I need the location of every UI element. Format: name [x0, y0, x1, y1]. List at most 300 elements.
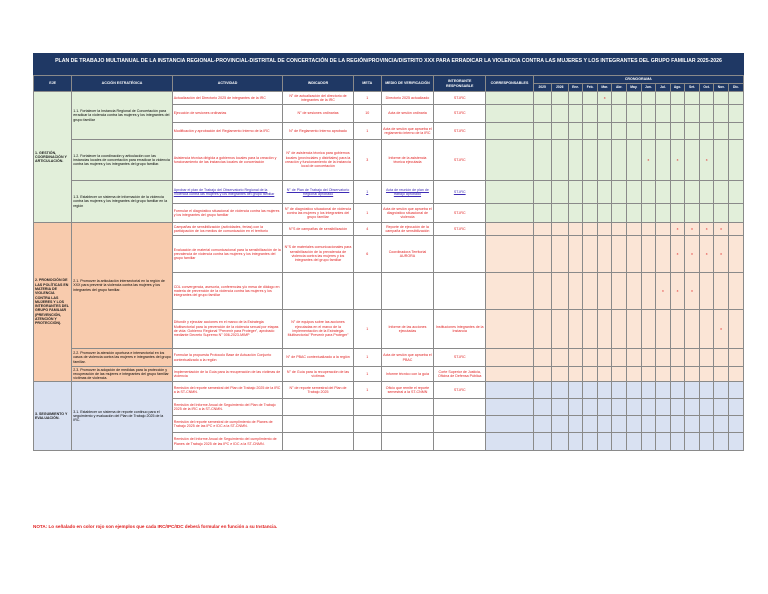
accion-cell: 3.1. Establecer un sistema de reporte continuo para el seguimiento y evaluación del Plan de Trabajo 2025 de la IRC. — [72, 382, 173, 451]
responsable-cell: Corte Superior de Justicia, Oficina de Defensa Pública — [434, 367, 486, 382]
meta-cell — [353, 273, 381, 310]
actividad-cell: Formular el diagnóstico situacional de violencia contra las mujeres y los integrantes del grupo familiar — [172, 204, 283, 223]
month-cell — [568, 367, 583, 382]
month-cell — [597, 181, 612, 204]
medio-cell: Informe de las acciones ejecutadas — [381, 310, 433, 349]
responsable-cell: ST-IRC — [434, 105, 486, 123]
month-cell — [641, 382, 656, 399]
month-cell — [714, 140, 729, 181]
month-mark: x — [685, 236, 700, 273]
month-cell — [728, 367, 743, 382]
month-cell — [568, 223, 583, 236]
year-2026-cell — [551, 416, 568, 433]
month-cell — [699, 181, 714, 204]
corresponsables-cell — [486, 223, 533, 236]
month-cell — [685, 416, 700, 433]
month-mark: x — [714, 223, 729, 236]
month-cell — [627, 123, 642, 140]
month-cell — [714, 181, 729, 204]
year-2025-cell — [533, 123, 551, 140]
header-month: Dic. — [728, 84, 743, 92]
month-cell — [670, 181, 685, 204]
accion-cell: 1.2. Fortalecer la coordinación y articulación con las instancias locales de concertación para erradicar la violencia contra las mujeres y los integrantes del grupo familiar. — [72, 140, 173, 181]
month-cell — [699, 416, 714, 433]
month-cell — [597, 105, 612, 123]
meta-cell: 3 — [353, 140, 381, 181]
sheet-title: PLAN DE TRABAJO MULTIANUAL DE LA INSTANCIA REGIONAL-PROVINCIAL-DISTRITAL DE CONCERTACIÓN DE LA REGIÓN/PROVINCIA/DISTRITO XXX PARA ERRADICAR LA VIOLENCIA CONTRA LAS MUJERES Y LOS INTEGRANTES DEL GRUPO FAMILIAR 2025-2026 — [33, 53, 744, 75]
table-row — [34, 382, 744, 399]
responsable-cell: Instituciones integrantes de la Instancia — [434, 310, 486, 349]
actividad-cell: CDL convergencia, asesoría, conferencias y/o mesa de diálogo en materia de prevención de la violencia contra las mujeres y los integrantes del grupo familiar — [172, 273, 283, 310]
medio-cell: Reporte de ejecución de la campaña de sensibilización — [381, 223, 433, 236]
month-cell — [714, 382, 729, 399]
month-cell — [597, 223, 612, 236]
month-cell — [612, 223, 627, 236]
corresponsables-cell — [486, 236, 533, 273]
month-cell — [714, 204, 729, 223]
month-cell — [612, 416, 627, 433]
month-cell — [641, 204, 656, 223]
month-cell — [656, 399, 671, 416]
responsable-cell: ST-IRC — [434, 349, 486, 367]
month-cell — [699, 273, 714, 310]
month-cell — [670, 204, 685, 223]
year-2025-cell — [533, 310, 551, 349]
header-month: Abr. — [612, 84, 627, 92]
year-2025-cell — [533, 433, 551, 451]
month-cell — [612, 349, 627, 367]
month-mark: x — [685, 223, 700, 236]
corresponsables-cell — [486, 382, 533, 399]
medio-cell: Acta de sesión que aprueba el diagnóstico situacional de violencia — [381, 204, 433, 223]
year-2026-cell — [551, 181, 568, 204]
responsable-cell: ST-IRC — [434, 204, 486, 223]
month-cell — [670, 399, 685, 416]
month-cell — [670, 433, 685, 451]
year-2026-cell — [551, 433, 568, 451]
header-month: May. — [627, 84, 642, 92]
month-cell — [728, 181, 743, 204]
month-cell — [583, 140, 598, 181]
month-cell — [699, 123, 714, 140]
month-cell — [568, 310, 583, 349]
year-2026-cell — [551, 123, 568, 140]
header-corresponsables: CORRESPONSABLES — [486, 76, 533, 92]
table-row — [34, 223, 744, 236]
indicador-cell: N° de diagnóstico situacional de violencia contra las mujeres y los integrantes del grupo familiar — [283, 204, 353, 223]
actividad-cell: Remisión del Informe Anual de Seguimiento del Plan de Trabajo 2025 de la IRC a la ST-CNMN. — [172, 399, 283, 416]
year-2025-cell — [533, 204, 551, 223]
month-cell — [656, 204, 671, 223]
month-mark: x — [670, 236, 685, 273]
corresponsables-cell — [486, 105, 533, 123]
actividad-cell: Implementación de la Guía para la recuperación de las víctimas de violencia — [172, 367, 283, 382]
month-cell — [641, 92, 656, 105]
indicador-cell — [283, 399, 353, 416]
month-cell — [612, 236, 627, 273]
month-cell — [597, 204, 612, 223]
month-cell — [699, 349, 714, 367]
year-2025-cell — [533, 399, 551, 416]
medio-cell — [381, 433, 433, 451]
month-cell — [597, 399, 612, 416]
month-mark: x — [656, 273, 671, 310]
month-cell — [641, 433, 656, 451]
month-cell — [568, 273, 583, 310]
month-cell — [597, 433, 612, 451]
year-2026-cell — [551, 399, 568, 416]
month-cell — [641, 273, 656, 310]
month-cell — [583, 92, 598, 105]
month-cell — [597, 310, 612, 349]
month-cell — [583, 367, 598, 382]
table-row — [34, 181, 744, 204]
responsable-cell: ST-IRC — [434, 382, 486, 399]
corresponsables-cell — [486, 181, 533, 204]
header-2025: 2025 — [533, 84, 551, 92]
year-2026-cell — [551, 223, 568, 236]
meta-cell — [353, 416, 381, 433]
month-cell — [612, 105, 627, 123]
month-cell — [612, 204, 627, 223]
indicador-cell: N° de reporte semestral del Plan de Trabajo 2025 — [283, 382, 353, 399]
table-row — [34, 349, 744, 367]
month-cell — [627, 236, 642, 273]
month-cell — [670, 123, 685, 140]
month-cell — [714, 105, 729, 123]
month-cell — [583, 382, 598, 399]
year-2025-cell — [533, 236, 551, 273]
responsable-cell — [434, 273, 486, 310]
month-cell — [597, 367, 612, 382]
responsable-cell — [434, 399, 486, 416]
month-cell — [685, 123, 700, 140]
responsable-cell: ST-IRC — [434, 123, 486, 140]
actividad-cell: Modificación y aprobación del Reglamento Interno de la IRC — [172, 123, 283, 140]
medio-cell: Acta de sesión que aprueba el PBAC — [381, 349, 433, 367]
corresponsables-cell — [486, 367, 533, 382]
indicador-cell: N° de Guía para la recuperación de las víctimas — [283, 367, 353, 382]
accion-cell: 2.1. Promover la articulación intersectorial en la región de XXX para prevenir la violencia contra las mujeres y los integrantes del grupo familiar. — [72, 223, 173, 349]
year-2025-cell — [533, 181, 551, 204]
year-2025-cell — [533, 105, 551, 123]
month-cell — [612, 92, 627, 105]
month-cell — [699, 92, 714, 105]
month-cell — [568, 92, 583, 105]
corresponsables-cell — [486, 399, 533, 416]
table-row — [34, 367, 744, 382]
month-cell — [728, 223, 743, 236]
indicador-cell: N° de asistencia técnica para gobiernos locales (provinciales y distritales) para la creación y funcionamiento de la instancia local de concertación — [283, 140, 353, 181]
year-2026-cell — [551, 105, 568, 123]
month-cell — [670, 416, 685, 433]
header-month: Ene. — [568, 84, 583, 92]
month-cell — [670, 92, 685, 105]
month-cell — [641, 105, 656, 123]
responsable-cell: ST-IRC — [434, 181, 486, 204]
month-cell — [627, 433, 642, 451]
indicador-cell — [283, 433, 353, 451]
month-mark: x — [670, 273, 685, 310]
indicador-cell: N° de Plan de Trabajo del Observatorio Regional aprobado — [283, 181, 353, 204]
month-cell — [656, 382, 671, 399]
year-2026-cell — [551, 92, 568, 105]
corresponsables-cell — [486, 140, 533, 181]
month-cell — [656, 92, 671, 105]
year-2026-cell — [551, 367, 568, 382]
month-cell — [612, 367, 627, 382]
medio-cell — [381, 273, 433, 310]
header-2026: 2026 — [551, 84, 568, 92]
corresponsables-cell — [486, 123, 533, 140]
month-cell — [641, 310, 656, 349]
header-month: Feb. — [583, 84, 598, 92]
actividad-cell: Formular la propuesta Protocolo Base de Actuación Conjunto contextualizado a la región — [172, 349, 283, 367]
month-cell — [728, 140, 743, 181]
month-cell — [714, 273, 729, 310]
header-eje: EJE — [34, 76, 72, 92]
month-mark: x — [670, 140, 685, 181]
month-cell — [568, 349, 583, 367]
table-row — [34, 92, 744, 105]
responsable-cell: ST-IRC — [434, 92, 486, 105]
month-cell — [714, 349, 729, 367]
corresponsables-cell — [486, 349, 533, 367]
month-cell — [568, 204, 583, 223]
indicador-cell: N°S de campañas de sensibilización — [283, 223, 353, 236]
month-cell — [597, 349, 612, 367]
header-month: Jul. — [656, 84, 671, 92]
month-cell — [728, 349, 743, 367]
actividad-cell: Ejecución de sesiones ordinarias — [172, 105, 283, 123]
month-cell — [627, 382, 642, 399]
month-cell — [568, 399, 583, 416]
actividad-cell: Campañas de sensibilización (actividades, ferias) con la participación de los medios de comunicación en el territorio — [172, 223, 283, 236]
eje-cell: 1. GESTIÓN, COORDINACIÓN Y ARTICULACIÓN. — [34, 92, 72, 223]
month-cell — [656, 367, 671, 382]
month-cell — [641, 123, 656, 140]
header-month: Mar. — [597, 84, 612, 92]
accion-cell: 1.1. Fortalecer la Instancia Regional de Concertación para erradicar la violencia contra las mujeres y los integrantes del grupo familiar — [72, 92, 173, 140]
month-cell — [583, 399, 598, 416]
month-cell — [641, 416, 656, 433]
month-cell — [670, 349, 685, 367]
month-cell — [656, 181, 671, 204]
month-cell — [728, 92, 743, 105]
plan-table — [33, 75, 744, 451]
year-2026-cell — [551, 310, 568, 349]
corresponsables-cell — [486, 204, 533, 223]
year-2026-cell — [551, 382, 568, 399]
eje-cell: 2. PROMOCIÓN DE LAS POLÍTICAS EN MATERIA DE VIOLENCIA CONTRA LAS MUJERES Y LOS INTEGRANTES DEL GRUPO FAMILIAR (PREVENCIÓN, ATENCIÓN Y PROTECCIÓN). — [34, 223, 72, 382]
medio-cell: Acta de reunión de plan de trabajo aprobado — [381, 181, 433, 204]
month-cell — [728, 433, 743, 451]
corresponsables-cell — [486, 310, 533, 349]
year-2025-cell — [533, 223, 551, 236]
month-cell — [583, 310, 598, 349]
meta-cell: 1 — [353, 204, 381, 223]
month-cell — [670, 105, 685, 123]
month-cell — [583, 123, 598, 140]
month-cell — [568, 416, 583, 433]
corresponsables-cell — [486, 433, 533, 451]
month-cell — [612, 273, 627, 310]
actividad-cell: Evaluación de material comunicacional para la sensibilización de la prevalencia de violencia contra las mujeres y los integrantes del grupo familiar — [172, 236, 283, 273]
eje-cell: 3. SEGUIMIENTO Y EVALUACIÓN. — [34, 382, 72, 451]
meta-cell: 1 — [353, 123, 381, 140]
actividad-cell: Actualización del Directorio 2025 de integrantes de la IRC — [172, 92, 283, 105]
month-cell — [728, 204, 743, 223]
month-cell — [685, 140, 700, 181]
header-actividad: ACTIVIDAD — [172, 76, 283, 92]
month-cell — [612, 382, 627, 399]
month-cell — [597, 236, 612, 273]
header-month: Ago. — [670, 84, 685, 92]
month-cell — [612, 181, 627, 204]
actividad-cell: Remisión del reporte semestral del Plan de Trabajo 2025 de la IRC a la ST-CNMN. — [172, 382, 283, 399]
year-2026-cell — [551, 273, 568, 310]
plan-sheet — [33, 53, 744, 451]
meta-cell: 6 — [353, 236, 381, 273]
header-cronograma: CRONOGRAMA — [533, 76, 743, 84]
month-cell — [699, 382, 714, 399]
month-cell — [627, 204, 642, 223]
actividad-cell: Remisión del reporte semestral de cumplimiento de Planes de Trabajo 2025 de las IPC e IDC a la ST-CNMN. — [172, 416, 283, 433]
month-cell — [641, 223, 656, 236]
month-cell — [699, 310, 714, 349]
year-2025-cell — [533, 273, 551, 310]
month-cell — [612, 123, 627, 140]
month-cell — [656, 416, 671, 433]
month-cell — [728, 123, 743, 140]
header-meta: META — [353, 76, 381, 92]
meta-cell: 1 — [353, 181, 381, 204]
month-mark: x — [714, 236, 729, 273]
month-cell — [627, 181, 642, 204]
responsable-cell: ST-IRC — [434, 140, 486, 181]
year-2025-cell — [533, 92, 551, 105]
month-cell — [583, 204, 598, 223]
month-cell — [685, 399, 700, 416]
month-cell — [568, 123, 583, 140]
month-cell — [641, 399, 656, 416]
month-cell — [612, 310, 627, 349]
header-medio: MEDIO DE VERIFICACIÓN — [381, 76, 433, 92]
meta-cell: 1 — [353, 367, 381, 382]
month-cell — [641, 236, 656, 273]
month-cell — [597, 140, 612, 181]
month-cell — [699, 105, 714, 123]
month-cell — [627, 399, 642, 416]
meta-cell — [353, 399, 381, 416]
month-cell — [597, 123, 612, 140]
month-cell — [714, 123, 729, 140]
footer-note: NOTA: Lo señalado en color rojo son ejemplos que cada IRC/IPC/IDC deberá formular en función a su Instancia. — [33, 524, 278, 529]
month-cell — [641, 367, 656, 382]
month-cell — [597, 382, 612, 399]
month-cell — [583, 223, 598, 236]
indicador-cell: N° de equipos sobre las acciones ejecutadas en el marco de la implementación de la Estrategia Multisectorial "Prevenir para Proteger" — [283, 310, 353, 349]
month-cell — [670, 310, 685, 349]
month-cell — [612, 433, 627, 451]
year-2026-cell — [551, 140, 568, 181]
indicador-cell: N° de Reglamento Interno aprobado — [283, 123, 353, 140]
month-cell — [685, 367, 700, 382]
month-cell — [627, 223, 642, 236]
month-cell — [699, 399, 714, 416]
responsable-cell: ST-IRC — [434, 223, 486, 236]
year-2026-cell — [551, 349, 568, 367]
month-cell — [656, 223, 671, 236]
month-cell — [728, 382, 743, 399]
month-cell — [656, 105, 671, 123]
meta-cell: 4 — [353, 223, 381, 236]
month-cell — [714, 92, 729, 105]
year-2026-cell — [551, 236, 568, 273]
month-mark: x — [597, 92, 612, 105]
month-cell — [627, 367, 642, 382]
month-cell — [728, 273, 743, 310]
actividad-cell: Asistencia técnica dirigida a gobiernos locales para la creación y funcionamiento de las instancias locales de concertación — [172, 140, 283, 181]
month-cell — [714, 416, 729, 433]
header-month: Oct. — [699, 84, 714, 92]
month-cell — [568, 236, 583, 273]
month-cell — [627, 349, 642, 367]
medio-cell: Coordinadora Territorial AURORA — [381, 236, 433, 273]
indicador-cell: N°S de materiales comunicacionales para sensibilización de la prevalencia de violencia contra las mujeres y los integrantes del grupo familiar — [283, 236, 353, 273]
month-cell — [728, 236, 743, 273]
month-cell — [685, 349, 700, 367]
accion-cell: 2.3. Promover la adopción de medidas para la protección y recuperación de las mujeres e integrantes del grupo familiar víctimas de violencia. — [72, 367, 173, 382]
header-indicador: INDICADOR — [283, 76, 353, 92]
month-cell — [583, 273, 598, 310]
month-cell — [627, 273, 642, 310]
corresponsables-cell — [486, 416, 533, 433]
responsable-cell — [434, 433, 486, 451]
medio-cell — [381, 416, 433, 433]
indicador-cell: N° de actualización del directorio de integrantes de la IRC — [283, 92, 353, 105]
corresponsables-cell — [486, 273, 533, 310]
year-2026-cell — [551, 204, 568, 223]
indicador-cell — [283, 273, 353, 310]
month-cell — [728, 399, 743, 416]
month-cell — [568, 181, 583, 204]
month-cell — [699, 204, 714, 223]
header-month: Set. — [685, 84, 700, 92]
month-cell — [627, 140, 642, 181]
month-cell — [699, 433, 714, 451]
month-cell — [627, 310, 642, 349]
year-2025-cell — [533, 140, 551, 181]
medio-cell: Oficio que remite el reporte semestral a la ST-CNMN — [381, 382, 433, 399]
month-cell — [685, 382, 700, 399]
month-cell — [583, 433, 598, 451]
year-2025-cell — [533, 416, 551, 433]
month-cell — [685, 181, 700, 204]
month-cell — [583, 416, 598, 433]
year-2025-cell — [533, 382, 551, 399]
month-cell — [597, 416, 612, 433]
month-cell — [568, 382, 583, 399]
month-cell — [641, 349, 656, 367]
month-cell — [670, 382, 685, 399]
medio-cell: Informe técnico con la guía — [381, 367, 433, 382]
month-cell — [583, 181, 598, 204]
month-cell — [714, 433, 729, 451]
indicador-cell: N° de PBAC contextualizado a la región — [283, 349, 353, 367]
meta-cell — [353, 433, 381, 451]
medio-cell: Directorio 2025 actualizado — [381, 92, 433, 105]
